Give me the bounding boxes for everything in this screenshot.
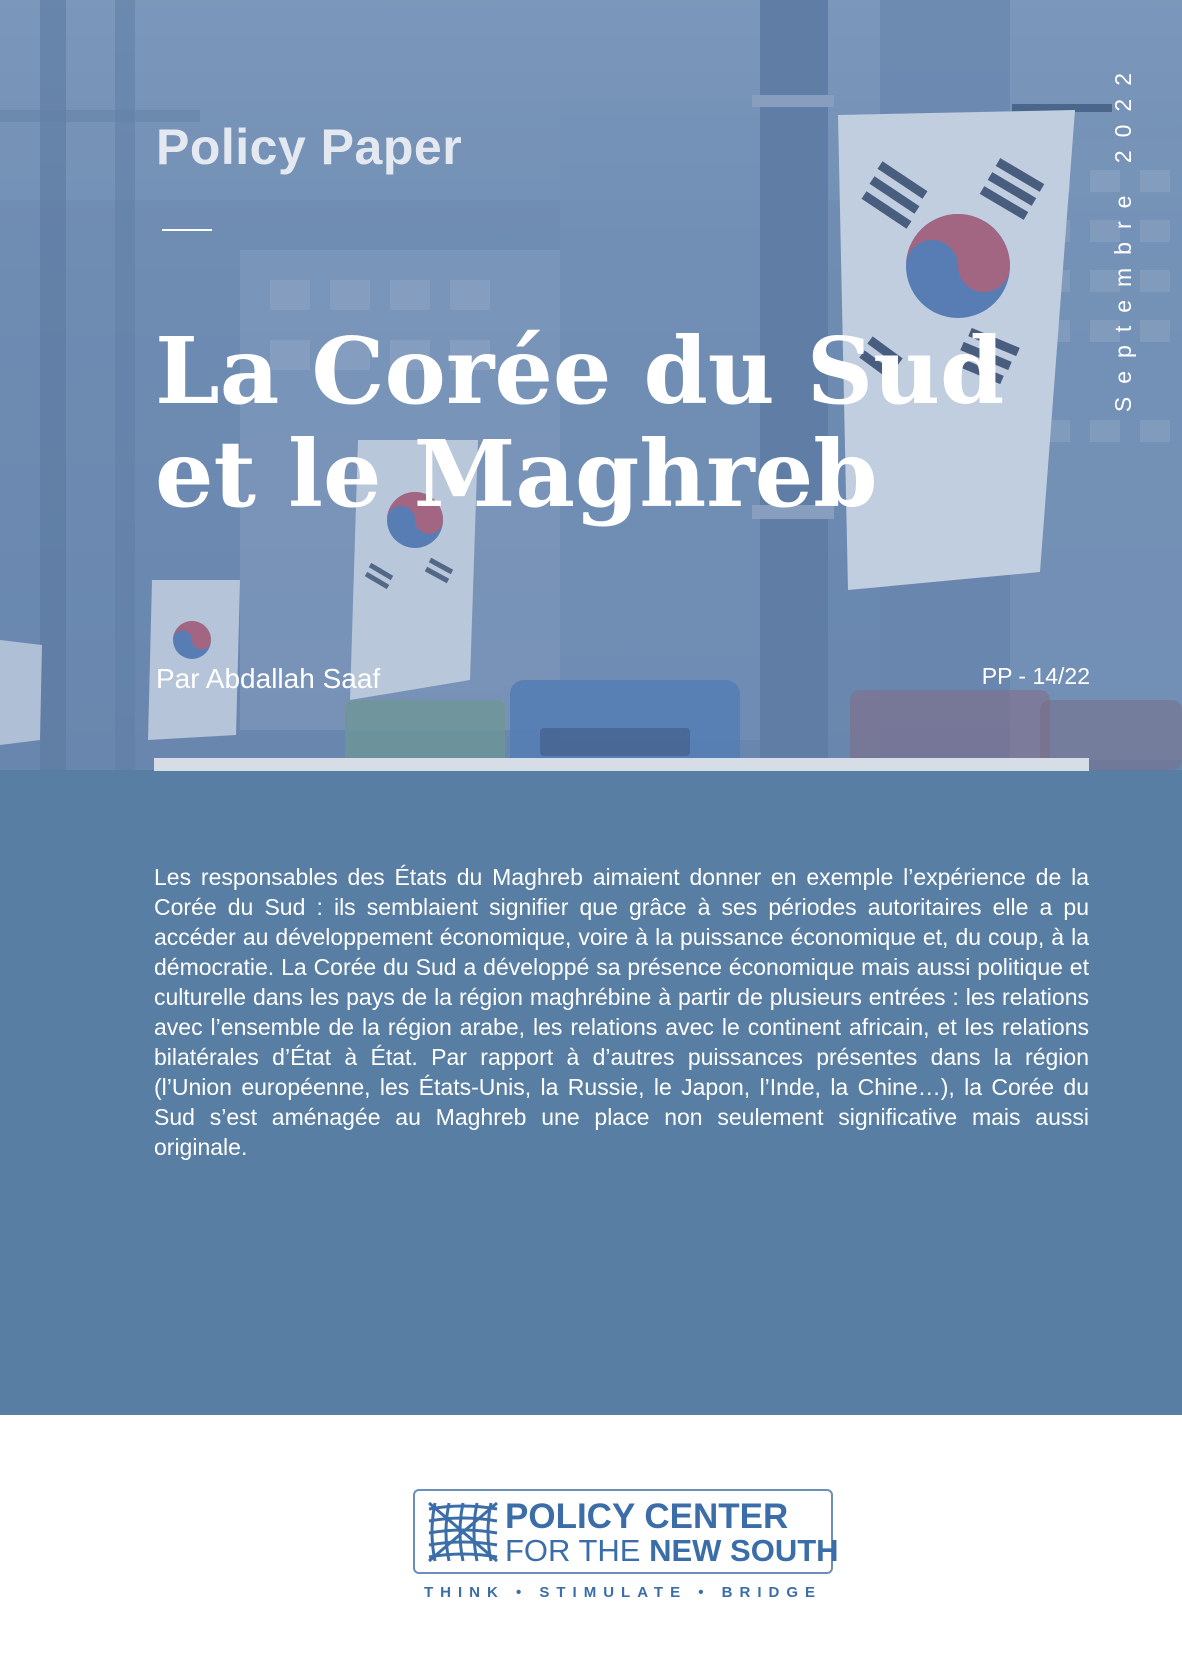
cover-photo bbox=[0, 0, 1182, 770]
logo-tagline: THINK • STIMULATE • BRIDGE bbox=[423, 1584, 823, 1601]
title-line-2: et le Maghreb bbox=[155, 420, 878, 528]
logo-line-2 bbox=[505, 1533, 839, 1569]
logo-line-2b: NEW SOUTH bbox=[649, 1533, 839, 1568]
paper-reference-number: PP - 14/22 bbox=[981, 663, 1090, 689]
title-line-1: La Corée du Sud bbox=[155, 317, 1005, 425]
header-rule bbox=[154, 758, 1089, 771]
logo-line-2a: FOR THE bbox=[505, 1533, 650, 1568]
document-title bbox=[155, 317, 1055, 528]
globe-mesh-icon bbox=[427, 1501, 499, 1563]
logo-line-1: POLICY CENTER bbox=[505, 1497, 789, 1536]
author-byline: Par Abdallah Saaf bbox=[156, 663, 381, 694]
title-dash-divider bbox=[162, 229, 212, 231]
publication-date: Septembre 2022 bbox=[1110, 60, 1136, 413]
document-type-label: Policy Paper bbox=[156, 119, 463, 175]
policy-center-logo bbox=[413, 1489, 839, 1574]
abstract-text: Les responsables des États du Maghreb aimaient donner en exemple l’expérience de la Corée du Sud : ils semblaient signifier que grâce à ses périodes autoritaires elle a pu accéder au développement économique, voire à la puissance économique et, du coup, à la démocratie. La Corée du Sud a développé sa présence économique mais aussi politique et culturelle dans les pays de la région maghrébine à partir de plusieurs entrées : les relations avec l’ensemble de la région arabe, les relations avec le continent africain, et les relations bilatérales d’État à État. Par rapport à d’autres puissances présentes dans la région (l’Union européenne, les États-Unis, la Russie, le Japon, l’Inde, la Chine…), la Corée du Sud s’est aménagée au Maghreb une place non seulement significative mais aussi originale. bbox=[154, 864, 1089, 1160]
